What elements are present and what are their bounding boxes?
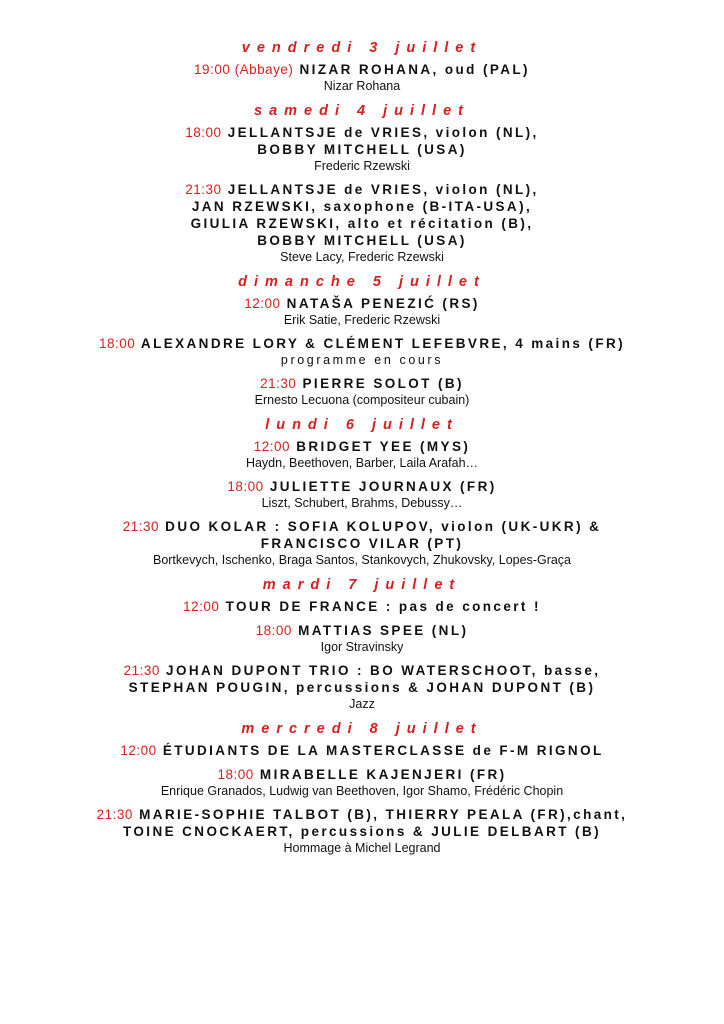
event-time: 21:30 bbox=[96, 807, 133, 822]
event-performers: MIRABELLE KAJENJERI (FR) bbox=[259, 767, 507, 782]
event-header bbox=[0, 622, 724, 639]
event-program: programme en cours bbox=[280, 353, 444, 367]
event-program: Erik Satie, Frederic Rzewski bbox=[283, 313, 441, 327]
event-performers: JULIETTE JOURNAUX (FR) bbox=[269, 479, 497, 494]
event-time: 21:30 bbox=[122, 519, 160, 534]
event-performers-line: STEPHAN POUGIN, percussions & JOHAN DUPONT (B) bbox=[128, 680, 596, 695]
event-program: Frederic Rzewski bbox=[314, 159, 410, 173]
event bbox=[0, 806, 724, 856]
event bbox=[0, 181, 724, 265]
event bbox=[0, 766, 724, 799]
day-heading: lundi 6 juillet bbox=[265, 417, 459, 433]
event-header bbox=[0, 518, 724, 535]
event bbox=[0, 742, 724, 759]
event bbox=[0, 478, 724, 511]
day-heading: mercredi 8 juillet bbox=[241, 721, 483, 737]
event-time: 19:00 (Abbaye) bbox=[194, 62, 294, 77]
day-section bbox=[0, 101, 724, 265]
event-performers-line: BOBBY MITCHELL (USA) bbox=[257, 233, 467, 248]
event bbox=[0, 335, 724, 368]
event bbox=[0, 598, 724, 615]
event-header bbox=[0, 806, 724, 823]
event-time: 12:00 bbox=[120, 743, 157, 758]
event-performers-line: FRANCISCO VILAR (PT) bbox=[260, 536, 464, 551]
event-performers: NATAŠA PENEZIĆ (RS) bbox=[286, 296, 480, 311]
event-program: Steve Lacy, Frederic Rzewski bbox=[280, 250, 444, 264]
day-heading: mardi 7 juillet bbox=[262, 577, 462, 593]
event-performers-line: BOBBY MITCHELL (USA) bbox=[257, 142, 467, 157]
day-section bbox=[0, 575, 724, 712]
event bbox=[0, 518, 724, 568]
event-time: 21:30 bbox=[260, 376, 297, 391]
event-time: 12:00 bbox=[253, 439, 291, 454]
event-header bbox=[0, 375, 724, 392]
event-header bbox=[0, 181, 724, 198]
event-program: Liszt, Schubert, Brahms, Debussy… bbox=[261, 496, 463, 510]
event-time: 18:00 bbox=[98, 336, 136, 351]
event-program: Nizar Rohana bbox=[323, 79, 401, 93]
event-performers: TOUR DE FRANCE : pas de concert ! bbox=[225, 599, 541, 614]
event-time: 12:00 bbox=[244, 296, 281, 311]
event-time: 21:30 bbox=[185, 182, 222, 197]
event-time: 18:00 bbox=[227, 479, 264, 494]
day-section bbox=[0, 719, 724, 856]
event bbox=[0, 295, 724, 328]
event-header bbox=[0, 766, 724, 783]
event-performers: NIZAR ROHANA, oud (PAL) bbox=[299, 62, 530, 77]
event bbox=[0, 124, 724, 174]
day-heading: dimanche 5 juillet bbox=[238, 274, 486, 290]
event-header bbox=[0, 61, 724, 78]
event bbox=[0, 622, 724, 655]
event-program: Igor Stravinsky bbox=[320, 640, 404, 654]
event-program: Ernesto Lecuona (compositeur cubain) bbox=[254, 393, 470, 407]
event-header bbox=[0, 295, 724, 312]
event-program: Enrique Granados, Ludwig van Beethoven, Igor Shamo, Frédéric Chopin bbox=[160, 784, 564, 798]
event-performers: MARIE-SOPHIE TALBOT (B), THIERRY PEALA (FR),chant, bbox=[139, 807, 628, 822]
event-header bbox=[0, 742, 724, 759]
event-time: 21:30 bbox=[123, 663, 160, 678]
event-performers: DUO KOLAR : SOFIA KOLUPOV, violon (UK-UKR) & bbox=[165, 519, 602, 534]
event-performers-line: GIULIA RZEWSKI, alto et récitation (B), bbox=[190, 216, 534, 231]
event-header bbox=[0, 124, 724, 141]
event bbox=[0, 61, 724, 94]
event-time: 18:00 bbox=[217, 767, 254, 782]
event-time: 18:00 bbox=[255, 623, 292, 638]
day-section bbox=[0, 38, 724, 94]
event-performers: PIERRE SOLOT (B) bbox=[302, 376, 464, 391]
event-header bbox=[0, 438, 724, 455]
event-performers: JOHAN DUPONT TRIO : BO WATERSCHOOT, basse, bbox=[166, 663, 601, 678]
event-performers: ALEXANDRE LORY & CLÉMENT LEFEBVRE, 4 mains (FR) bbox=[140, 336, 626, 351]
event-time: 12:00 bbox=[183, 599, 220, 614]
event-performers: JELLANTSJE de VRIES, violon (NL), bbox=[227, 125, 539, 140]
event bbox=[0, 662, 724, 712]
event-performers: BRIDGET YEE (MYS) bbox=[296, 439, 471, 454]
event-header bbox=[0, 662, 724, 679]
event-performers: ÉTUDIANTS DE LA MASTERCLASSE de F-M RIGNOL bbox=[162, 743, 604, 758]
event-performers: JELLANTSJE de VRIES, violon (NL), bbox=[227, 182, 539, 197]
event-program: Haydn, Beethoven, Barber, Laila Arafah… bbox=[245, 456, 479, 470]
day-heading: samedi 4 juillet bbox=[254, 103, 470, 119]
event bbox=[0, 375, 724, 408]
event-header bbox=[0, 478, 724, 495]
day-section bbox=[0, 415, 724, 568]
event-header bbox=[0, 335, 724, 352]
event-performers-line: TOINE CNOCKAERT, percussions & JULIE DELBART (B) bbox=[123, 824, 601, 839]
event-program: Hommage à Michel Legrand bbox=[283, 841, 441, 855]
event-time: 18:00 bbox=[185, 125, 222, 140]
event-header bbox=[0, 598, 724, 615]
day-section bbox=[0, 272, 724, 408]
event-performers-line: JAN RZEWSKI, saxophone (B-ITA-USA), bbox=[191, 199, 533, 214]
event-program: Jazz bbox=[349, 697, 375, 711]
event-performers: MATTIAS SPEE (NL) bbox=[298, 623, 469, 638]
day-heading: vendredi 3 juillet bbox=[241, 40, 483, 56]
event bbox=[0, 438, 724, 471]
event-program: Bortkevych, Ischenko, Braga Santos, Stankovych, Zhukovsky, Lopes-Graça bbox=[152, 553, 572, 567]
